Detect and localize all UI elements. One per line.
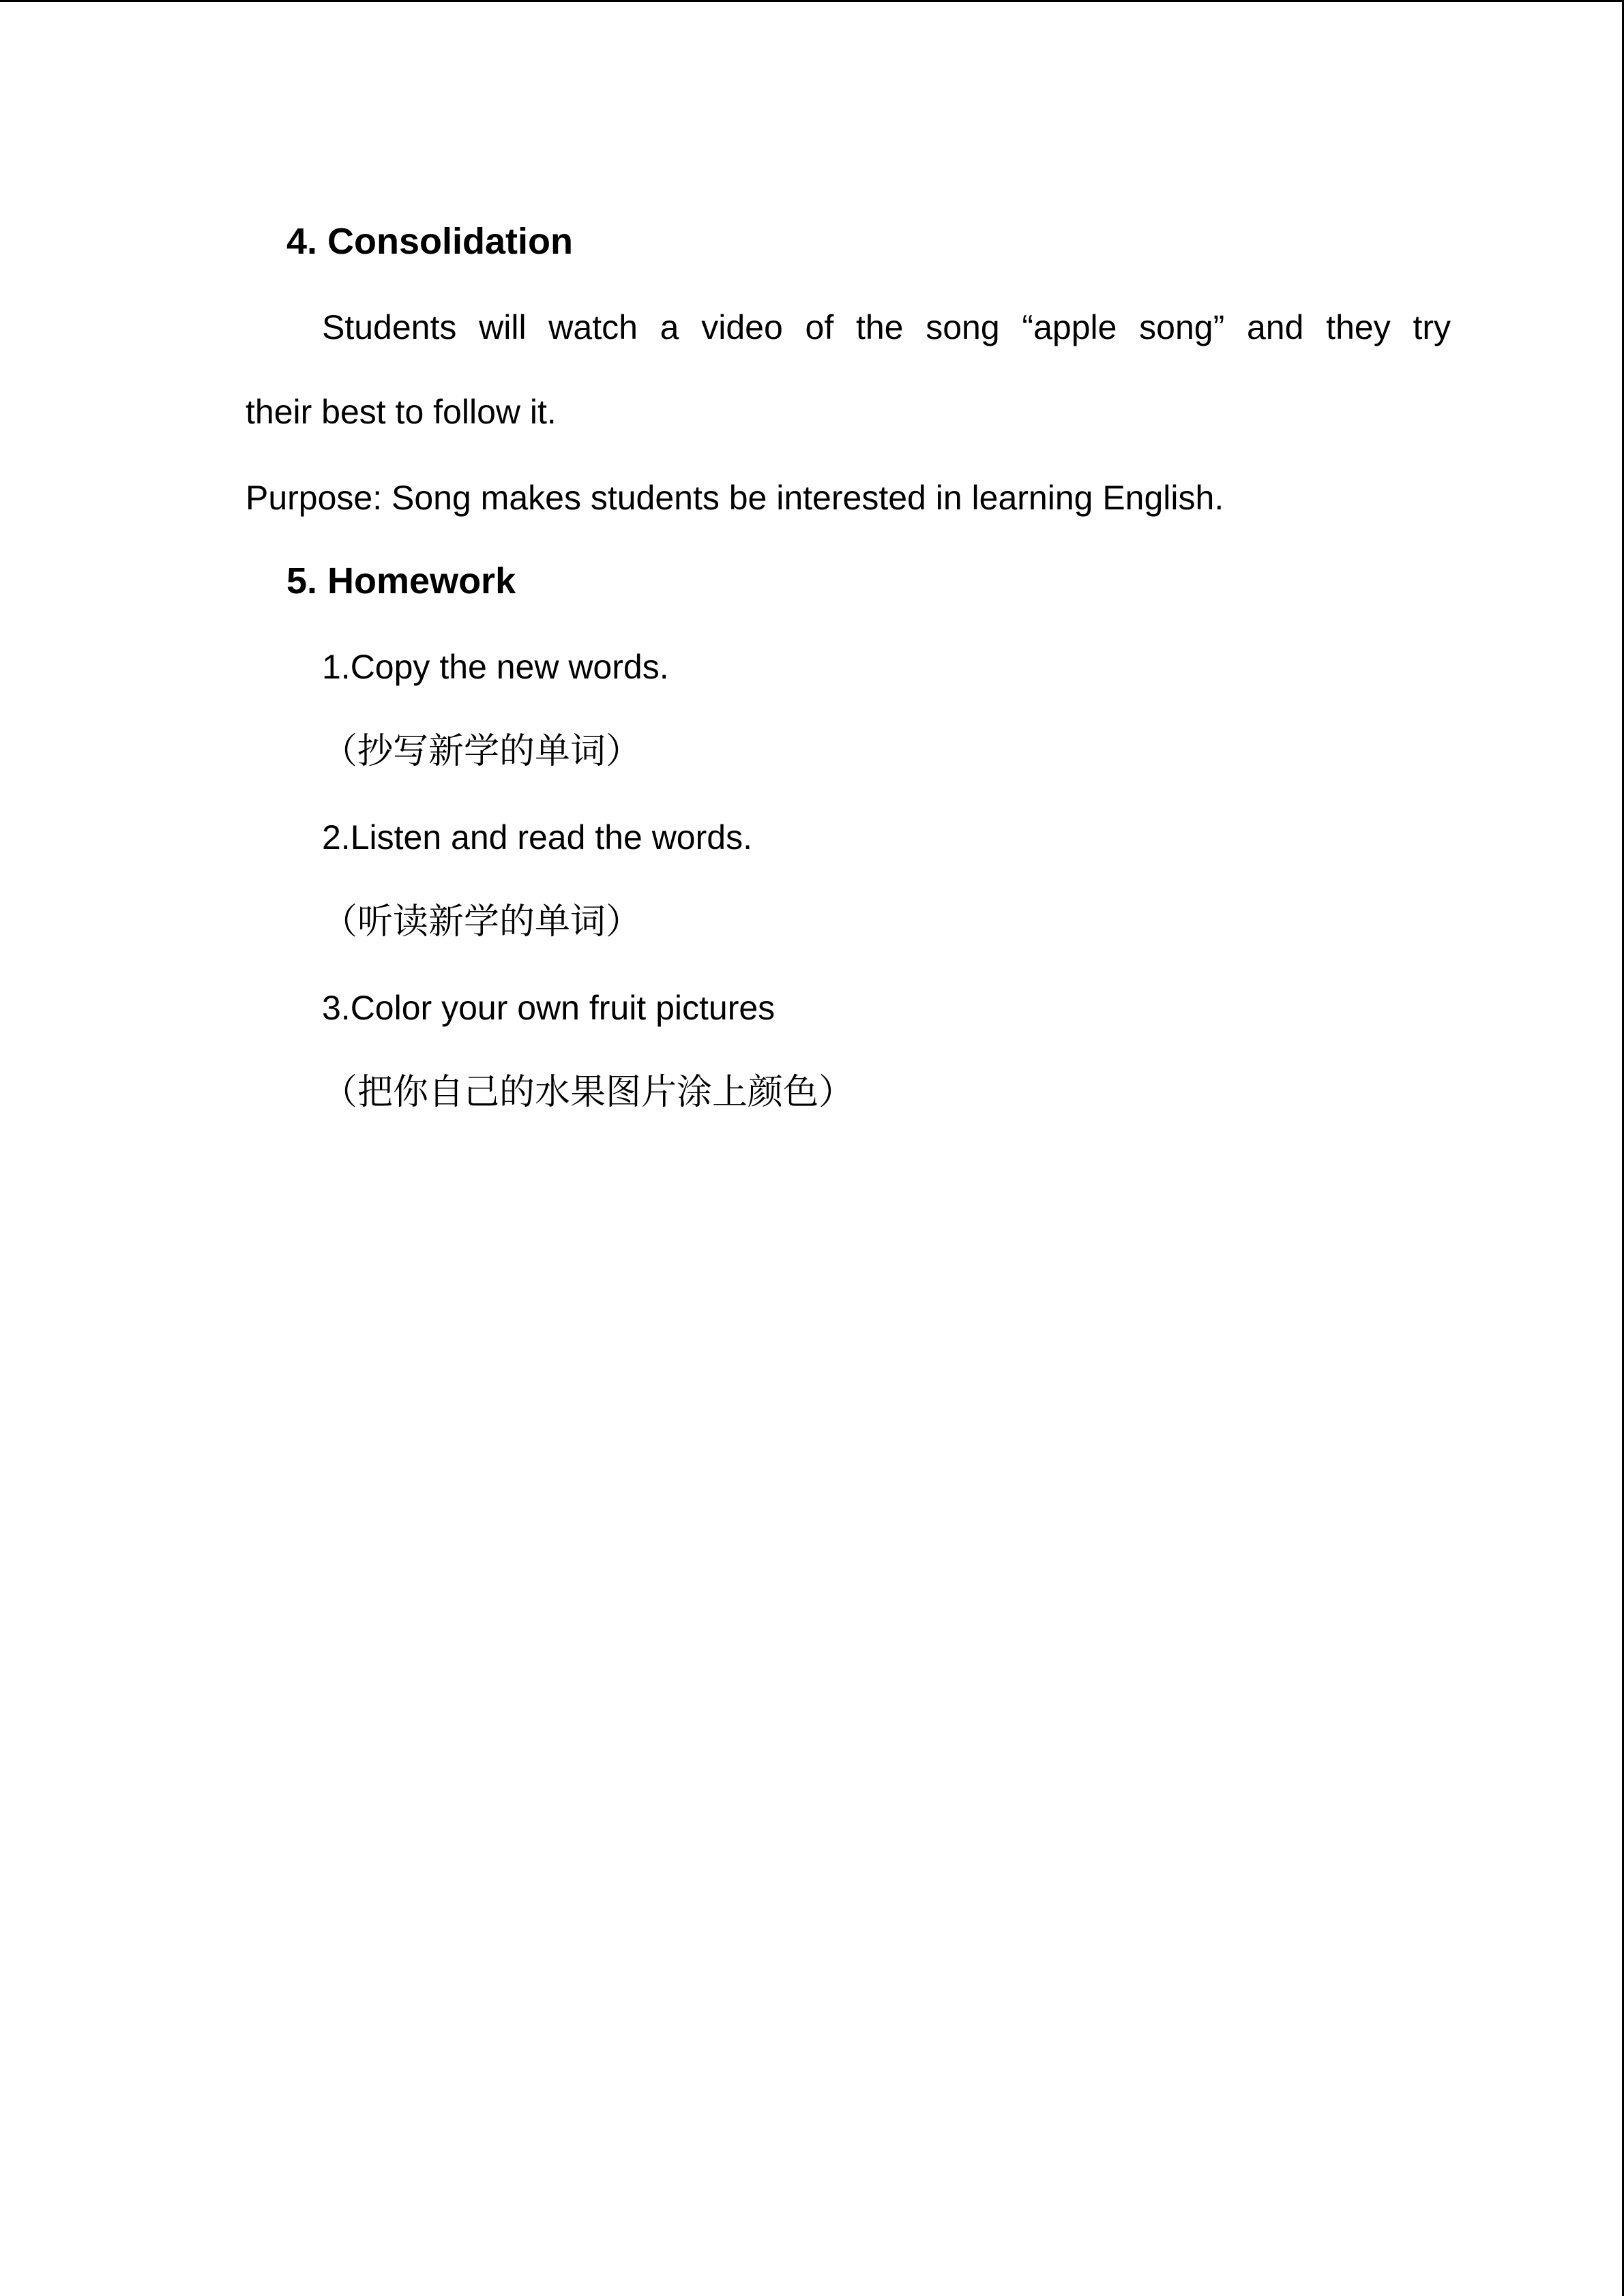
homework-item-2-translation: （听读新学的单词）: [322, 901, 642, 942]
homework-item-3-translation: （把你自己的水果图片涂上颜色）: [322, 1072, 855, 1113]
section-heading-homework: 5. Homework: [286, 561, 516, 601]
consolidation-paragraph-line-2: their best to follow it.: [246, 393, 557, 431]
homework-item-1-translation: （抄写新学的单词）: [322, 731, 642, 772]
consolidation-paragraph-line-1: Students will watch a video of the song “apple song” and they try: [322, 308, 1451, 346]
consolidation-purpose: Purpose: Song makes students be interested in learning English.: [246, 479, 1224, 517]
section-heading-consolidation: 4. Consolidation: [286, 221, 574, 262]
homework-item-2: 2.Listen and read the words.: [322, 818, 752, 856]
homework-item-1: 1.Copy the new words.: [322, 648, 669, 686]
homework-item-3: 3.Color your own fruit pictures: [322, 989, 776, 1027]
